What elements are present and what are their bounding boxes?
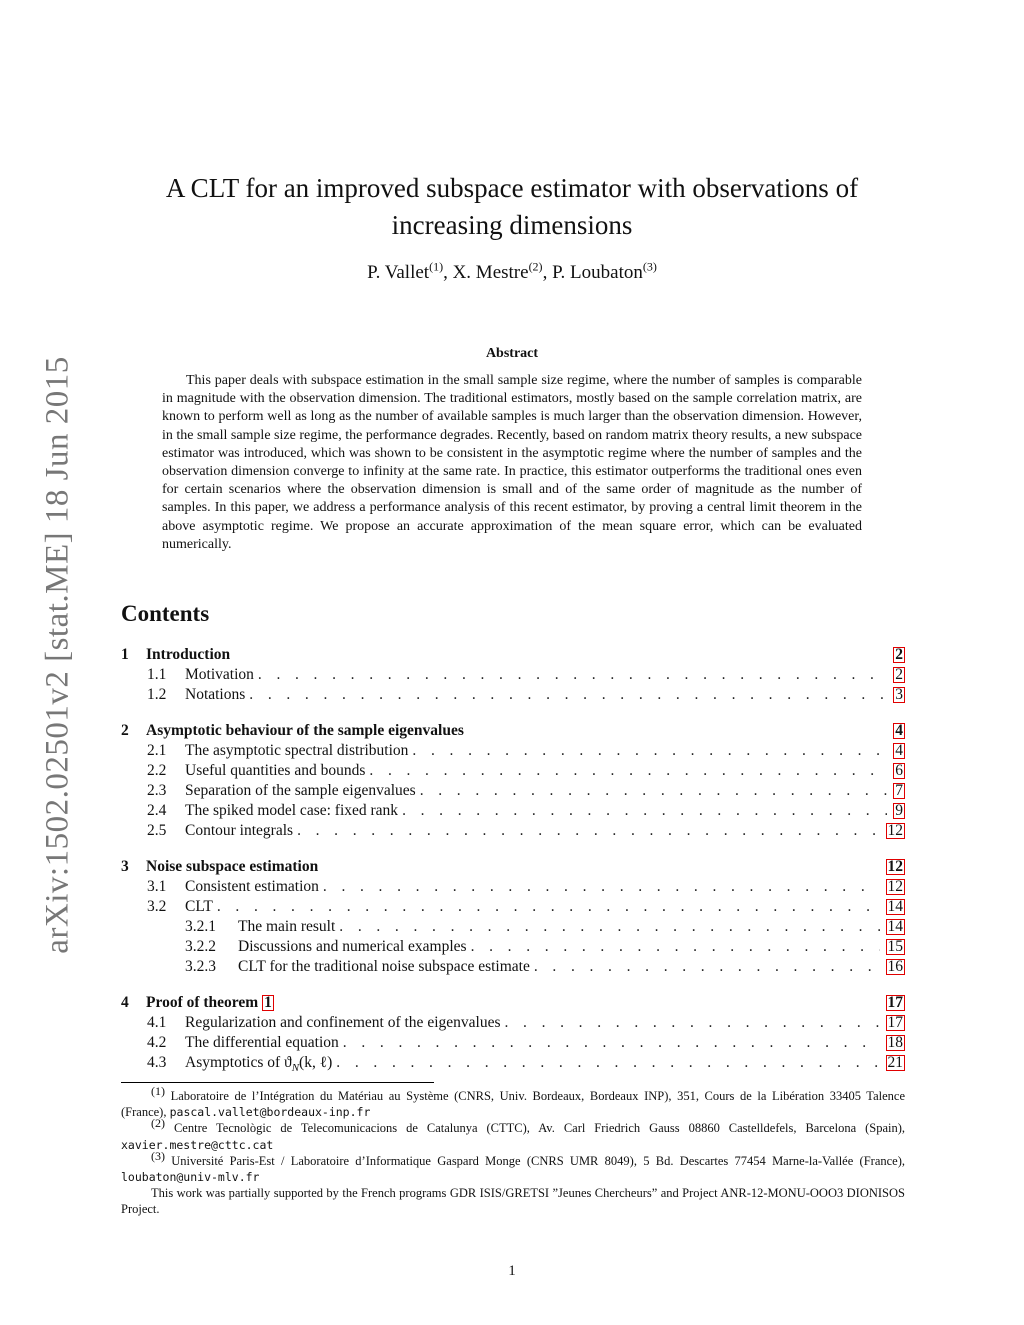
toc-number: 4.1	[147, 1014, 167, 1031]
toc-number: 3.2	[147, 898, 167, 915]
author-name: P. Loubaton	[552, 262, 643, 283]
toc-entry[interactable]	[121, 781, 905, 801]
theorem-link[interactable]: 1	[264, 994, 272, 1011]
toc-title: The differential equation	[185, 1034, 339, 1051]
toc-entry[interactable]	[121, 937, 905, 957]
toc-entry[interactable]	[121, 1013, 905, 1033]
footnote: $^{(2)}$ Centre Tecnològic de Telecomunicacions de Catalunya (CTTC), Av. Carl Friedrich Gauss 08860 Castelldefels, Barcelona (Spain), xavier.mestre@cttc.cat	[121, 1116, 905, 1152]
toc-title: Discussions and numerical examples	[238, 938, 467, 955]
toc-title: Asymptotics of $ϑ_N(k$, ℓ)	[185, 1054, 333, 1075]
toc-page-link[interactable]: 14	[887, 898, 903, 915]
toc-entry[interactable]	[121, 665, 905, 685]
toc-page-link[interactable]: 17	[887, 994, 903, 1011]
toc-title: CLT	[185, 898, 213, 915]
toc-entry[interactable]	[121, 957, 905, 977]
toc-leader-dots	[504, 1013, 879, 1033]
toc-title: Noise subspace estimation	[146, 858, 319, 875]
toc-page-link[interactable]: 21	[887, 1054, 903, 1071]
toc-page-link[interactable]: 12	[887, 858, 903, 875]
toc-page-link[interactable]: 4	[893, 723, 905, 739]
toc-leader-dots	[258, 665, 887, 685]
toc-leader-dots	[323, 877, 880, 897]
toc-page-link[interactable]: 14	[887, 918, 903, 935]
contents-heading: Contents	[121, 601, 210, 626]
toc-leader-dots	[336, 1053, 879, 1073]
toc-page-link[interactable]: 6	[893, 763, 905, 779]
toc-number: 4.2	[147, 1034, 167, 1051]
toc-number: 3.2.1	[185, 918, 216, 935]
toc-title: Proof of theorem 1	[146, 994, 272, 1011]
footnote-mark: (3)	[151, 1148, 165, 1163]
toc-entry[interactable]	[121, 993, 905, 1013]
toc-number: 2	[121, 722, 129, 739]
abstract-body: This paper deals with subspace estimation in the small sample size regime, where the number of samples is comparable in magnitude with the observation dimension. The traditional estimators, mostly based on the sample correlation matrix, are known to perform well as long as the number of available samples is much larger than the observation dimension. However, in the small sample size regime, the performance degrades. Recently, based on random matrix theory results, a new subspace estimator was introduced, which was shown to be consistent in the asymptotic regime where the number of samples and the observation dimension converge to infinity at the same rate. In practice, this estimator outperforms the traditional ones even for certain scenarios where the observation dimension is small and of the same order of magnitude as the number of samples. In this paper, we address a performance analysis of this recent estimator, by proving a central limit theorem in the above asymptotic regime. We propose an accurate approximation of the mean square error, which can be evaluated numerically.	[162, 373, 862, 552]
toc-page-link[interactable]: 3	[893, 687, 905, 703]
table-of-contents	[121, 645, 905, 1089]
page-number: 1	[508, 1263, 516, 1279]
toc-title: The asymptotic spectral distribution	[185, 742, 409, 759]
toc-number: 3.2.3	[185, 958, 216, 975]
toc-number: 3.2.2	[185, 938, 216, 955]
title-line-1: A CLT for an improved subspace estimator with observations of	[165, 173, 859, 203]
toc-number: 3	[121, 858, 129, 875]
footnote-rule	[121, 1082, 434, 1083]
author-name: P. Vallet	[367, 262, 430, 283]
toc-entry[interactable]	[121, 1033, 905, 1053]
toc-entry[interactable]	[121, 801, 905, 821]
email-link[interactable]: loubaton@univ-mlv.fr	[121, 1170, 260, 1185]
toc-number: 4.3	[147, 1054, 167, 1071]
toc-entry[interactable]	[121, 821, 905, 841]
toc-entry[interactable]	[121, 857, 905, 877]
toc-page-link[interactable]: 2	[893, 647, 905, 663]
toc-title: Useful quantities and bounds	[185, 762, 366, 779]
toc-leader-dots	[217, 897, 880, 917]
toc-title: The main result	[238, 918, 336, 935]
toc-page-link[interactable]: 12	[887, 822, 903, 839]
footnote-mark: (2)	[151, 1116, 165, 1131]
title-line-2: increasing dimensions	[391, 210, 633, 240]
toc-page-link[interactable]: 12	[887, 878, 903, 895]
toc-page-link[interactable]: 18	[887, 1034, 903, 1051]
toc-number: 4	[121, 994, 129, 1011]
toc-page-link[interactable]: 15	[887, 938, 903, 955]
abstract-heading: Abstract	[485, 346, 539, 361]
toc-page-link[interactable]: 4	[893, 743, 905, 759]
author-list	[120, 259, 904, 284]
toc-page-link[interactable]: 7	[893, 783, 905, 799]
toc-leader-dots	[297, 821, 879, 841]
toc-title: Introduction	[146, 646, 231, 663]
toc-title: Asymptotic behaviour of the sample eigenvalues	[146, 722, 464, 739]
footnote-mark: (1)	[151, 1083, 165, 1098]
toc-leader-dots	[402, 801, 887, 821]
toc-leader-dots	[534, 957, 880, 977]
author-separator: ,	[542, 262, 553, 283]
toc-title: The spiked model case: fixed rank	[185, 802, 399, 819]
toc-entry[interactable]	[121, 645, 905, 665]
toc-leader-dots	[369, 761, 887, 781]
toc-entry[interactable]	[121, 917, 905, 937]
toc-entry[interactable]	[121, 897, 905, 917]
toc-number: 3.1	[147, 878, 167, 895]
toc-entry[interactable]	[121, 761, 905, 781]
toc-section	[121, 857, 905, 977]
toc-number: 1.2	[147, 686, 167, 703]
toc-section	[121, 721, 905, 841]
toc-title: Notations	[185, 686, 246, 703]
toc-section	[121, 993, 905, 1073]
toc-title: Contour integrals	[185, 822, 294, 839]
toc-entry[interactable]	[121, 741, 905, 761]
toc-entry[interactable]	[121, 1053, 905, 1073]
footnote: $^{(3)}$ Université Paris-Est / Laboratoire d’Informatique Gaspard Monge (CNRS UMR 8049), 5 Bd. Descartes 77454 Marne-la-Vallée (France), loubaton@univ-mlv.fr	[121, 1148, 905, 1185]
author-affiliation-mark: (1)	[429, 259, 444, 274]
toc-leader-dots	[412, 741, 887, 761]
toc-page-link[interactable]: 2	[893, 667, 905, 683]
toc-title: Consistent estimation	[185, 878, 319, 895]
footnote: This work was partially supported by the French programs GDR ISIS/GRETSI ”Jeunes Chercheurs” and Project ANR-12-MONU-OOO3 DIONISOS Project.	[121, 1186, 905, 1217]
toc-entry[interactable]	[121, 685, 905, 705]
footnote: $^{(1)}$ Laboratoire de l’Intégration du Matériau au Système (CNRS, Univ. Bordeaux, Bordeaux INP), 351, Cours de la Libération 33405 Talence (France), pascal.vallet@bordeaux-inp.fr	[121, 1083, 905, 1120]
email-link[interactable]: pascal.vallet@bordeaux-inp.fr	[169, 1105, 371, 1120]
email-link[interactable]: xavier.mestre@cttc.cat	[121, 1137, 274, 1152]
toc-number: 2.2	[147, 762, 167, 779]
toc-leader-dots	[339, 917, 879, 937]
toc-page-link[interactable]: 9	[893, 803, 905, 819]
toc-number: 2.3	[147, 782, 167, 799]
paper-title	[120, 170, 904, 244]
toc-leader-dots	[249, 685, 887, 705]
author-affiliation-mark: (3)	[642, 259, 657, 274]
toc-number: 2.4	[147, 802, 167, 819]
toc-title: CLT for the traditional noise subspace estimate	[238, 958, 530, 975]
footnotes	[121, 1083, 905, 1218]
arxiv-identifier: arXiv:1502.02501v2 [stat.ME] 18 Jun 2015	[39, 356, 76, 954]
toc-number: 1.1	[147, 666, 167, 683]
author-name: X. Mestre	[452, 262, 529, 283]
toc-section	[121, 645, 905, 705]
toc-entry[interactable]	[121, 877, 905, 897]
author-separator: ,	[443, 262, 453, 283]
toc-page-link[interactable]: 16	[887, 958, 903, 975]
toc-entry[interactable]	[121, 721, 905, 741]
toc-page-link[interactable]: 17	[887, 1014, 903, 1031]
toc-leader-dots	[343, 1033, 880, 1053]
toc-leader-dots	[471, 937, 880, 957]
toc-title: Motivation	[185, 666, 254, 683]
toc-number: 2.5	[147, 822, 167, 839]
toc-number: 2.1	[147, 742, 167, 759]
toc-title: Separation of the sample eigenvalues	[185, 782, 416, 799]
toc-number: 1	[121, 646, 129, 663]
toc-leader-dots	[420, 781, 887, 801]
author-affiliation-mark: (2)	[528, 259, 543, 274]
toc-title: Regularization and confinement of the eigenvalues	[185, 1014, 501, 1031]
